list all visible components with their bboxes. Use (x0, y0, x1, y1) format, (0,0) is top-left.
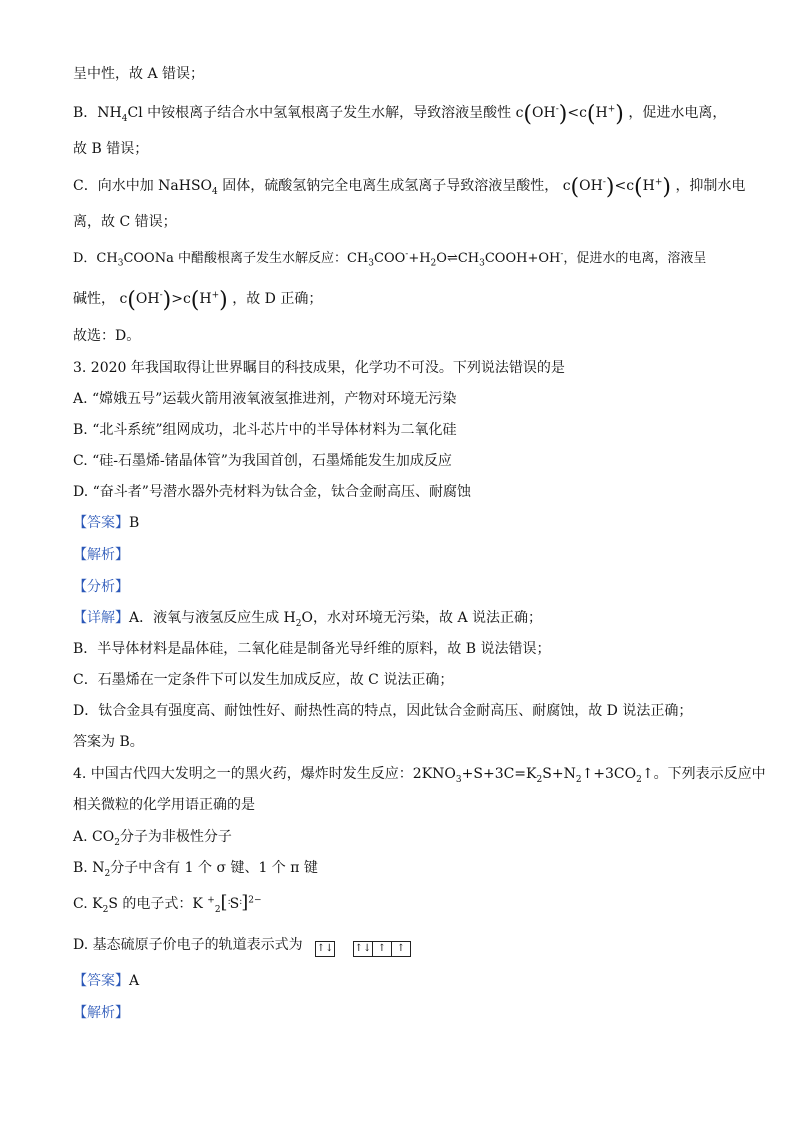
text-line: 故选：D。 (73, 328, 141, 344)
orbital-3p-box-3: ↑ (391, 941, 411, 957)
question-4-stem: 4. 中国古代四大发明之一的黑火药，爆炸时发生反应：$2KNO_3+S+3C=K_2S+N_2↑+3CO_2↑$。下列表示反应中 (73, 766, 766, 785)
orbital-3s-box: ↑↓ (315, 941, 335, 957)
text-line: B．半导体材料是晶体硅，二氧化硅是制备光导纤维的原料，故 B 说法错误； (73, 641, 551, 657)
option-d-explanation: D．$CH_3COONa$ 中醋酸根离子发生水解反应：$CH_3COO^-+H_2O\rightleftharpoons CH_3COOH+OH^-$，促进水的电离，溶液呈 (73, 249, 707, 269)
analysis-tag-line: 【解析】 (73, 1005, 129, 1021)
text-line: 答案为 B。 (73, 734, 144, 750)
electron-formula: +$_2$[:S:]$^{2-}$ (207, 892, 262, 915)
option-b-explanation: B．$NH_4Cl$ 中铵根离子结合水中氢氧根离子发生水解，导致溶液呈酸性 c(OH-)<c(H+) ，促进水电离， (73, 102, 727, 127)
concentration-comparison: c(OH-)>c(H+) (119, 288, 228, 313)
question-4-option-d: D. 基态硫原子价电子的轨道表示式为 ↑↓ ↑↓ ↑ ↑ (73, 935, 410, 957)
fenxi-tag-line: 【分析】 (73, 579, 129, 595)
answer-tag: 【答案】 (73, 515, 129, 531)
question-3-option-b: B. “北斗系统”组网成功，北斗芯片中的半导体材料为二氧化硅 (73, 422, 457, 438)
question-4-option-a: A. $CO_2$分子为非极性分子 (73, 829, 232, 848)
question-4-option-b: B. $N_2$分子中含有 1 个 σ 键、1 个 π 键 (73, 860, 318, 879)
orbital-3p-box-1: ↑↓ (353, 941, 373, 957)
question-3-stem: 3. 2020 年我国取得让世界瞩目的科技成果，化学功不可没。下列说法错误的是 (73, 360, 565, 376)
question-4-option-c: C. $K_2S$ 的电子式：K +$_2$[:S:]$^{2-}$ (73, 892, 262, 915)
text-line: C．石墨烯在一定条件下可以发生加成反应，故 C 说法正确； (73, 672, 454, 688)
question-3-option-a: A. “嫦娥五号”运载火箭用液氧液氢推进剂，产物对环境无污染 (73, 391, 457, 407)
answer-value: A (129, 973, 140, 989)
analysis-tag-line: 【解析】 (73, 547, 129, 563)
text-line: 呈中性，故 A 错误； (73, 66, 205, 82)
answer-value: B (129, 515, 140, 531)
concentration-comparison: c(OH-)<c(H+) (515, 102, 624, 127)
answer-tag: 【答案】 (73, 973, 129, 989)
text-line: 离，故 C 错误； (73, 214, 177, 230)
answer-line (73, 971, 139, 991)
question-3-option-d: D. “奋斗者”号潜水器外壳材料为钛合金，钛合金耐高压、耐腐蚀 (73, 484, 471, 500)
detail-explanation: 【详解】A．液氧与液氢反应生成 $H_2O$，水对环境无污染，故 A 说法正确； (73, 610, 543, 629)
text-line: 碱性， c(OH-)>c(H+) ，故 D 正确； (73, 288, 323, 313)
answer-line (73, 513, 139, 533)
text-line: D．钛合金具有强度高、耐蚀性好、耐热性高的特点，因此钛合金耐高压、耐腐蚀，故 D 说法正确； (73, 703, 693, 719)
option-c-explanation: C．向水中加 NaHSO$_4$ 固体，硫酸氢钠完全电离生成氢离子导致溶液呈酸性， c(OH-)<c(H+) ，抑制水电 (73, 175, 746, 200)
concentration-comparison: c(OH-)<c(H+) (562, 175, 671, 200)
orbital-diagram (315, 937, 410, 953)
question-3-option-c: C. “硅-石墨烯-锗晶体管”为我国首创，石墨烯能发生加成反应 (73, 453, 452, 469)
orbital-3p-box-2: ↑ (372, 941, 392, 957)
text-line: 故 B 错误； (73, 141, 149, 157)
text-line: 相关微粒的化学用语正确的是 (73, 797, 255, 813)
